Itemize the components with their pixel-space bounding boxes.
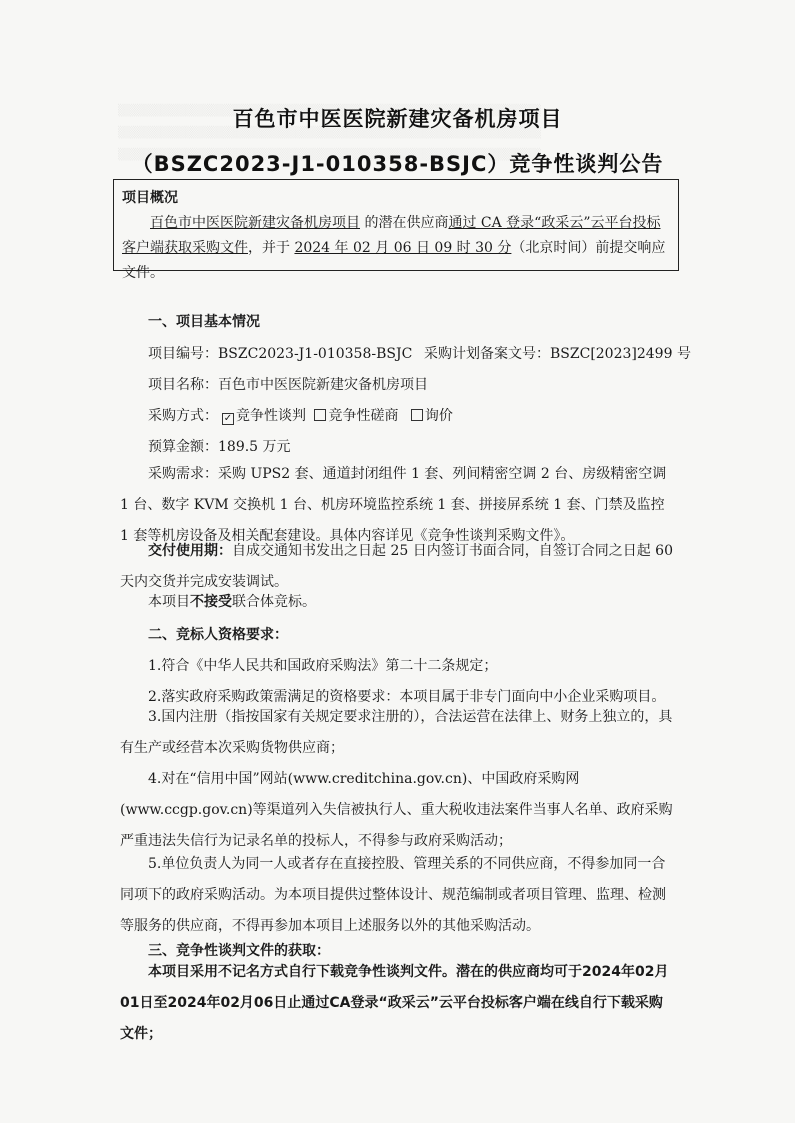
- consortium-post: 联合体竞标。: [232, 594, 316, 610]
- method-option-1: 竞争性谈判: [236, 408, 306, 424]
- delivery-text: 自成交通知书发出之日起 25 日内签订书面合同，自签订合同之日起 60 天内交货并完成安装调试。: [120, 543, 673, 590]
- overview-download-link: 通过 CA 登录“政采云”云平台投标客户端获取采购文件: [122, 215, 661, 256]
- overview-project-name: 百色市中医医院新建灾备机房项目: [150, 215, 360, 231]
- checkbox-empty-icon: [314, 409, 326, 421]
- method-label: 采购方式：: [148, 408, 218, 424]
- project-name-line: 项目名称：百色市中医医院新建灾备机房项目: [148, 377, 428, 393]
- consortium-note: [148, 591, 675, 611]
- requirement-4: 4.对在“信用中国”网站(www.creditchina.gov.cn)、中国政府采购网(www.ccgp.gov.cn)等渠道列入失信被执行人、重大税收违法案件当事人名单、政府采购严重违法失信行为记录名单的投标人，不得参与政府采购活动；: [120, 771, 673, 849]
- title-line-1: 百色市中医医院新建灾备机房项目: [232, 107, 563, 131]
- section2-heading: 二、竞标人资格要求：: [148, 627, 288, 643]
- section3-heading: 三、竞争性谈判文件的获取：: [148, 943, 330, 959]
- title-line-2: （BSZC2023-J1-010358-BSJC）竞争性谈判公告: [131, 152, 664, 176]
- overview-box: [113, 179, 679, 281]
- consortium-pre: 本项目: [148, 594, 190, 610]
- method-option-3: 询价: [424, 408, 453, 424]
- record-number: 采购计划备案文号：BSZC[2023]2499 号: [424, 346, 691, 362]
- procurement-demand: 采购需求：采购 UPS2 套、通道封闭组件 1 套、列间精密空调 2 台、房级精密空调 1 台、数字 KVM 交换机 1 台、机房环境监控系统 1 套、拼接屏系统 1 套、门禁及监控 1 套等机房设备及相关配套建设。具体内容详见《竞争性谈判采购文件》。: [120, 466, 667, 544]
- requirement-1: 1.符合《中华人民共和国政府采购法》第二十二条规定；: [148, 658, 498, 674]
- requirement-5: 5.单位负责人为同一人或者存在直接控股、管理关系的不同供应商，不得参加同一合同项下的政府采购活动。为本项目提供过整体设计、规范编制或者项目管理、监理、检测等服务的供应商，不得再参加本项目上述服务以外的其他采购活动。: [120, 856, 666, 934]
- consortium-bold: 不接受: [190, 594, 232, 610]
- project-number: 项目编号：BSZC2023-J1-010358-BSJC: [148, 346, 413, 362]
- delivery-period: [120, 536, 676, 598]
- requirement-2: 2.落实政府采购政策需满足的资格要求：本项目属于非专门面向中小企业采购项目。: [148, 689, 666, 705]
- method-option-2: 竞争性磋商: [328, 408, 399, 424]
- overview-text-3: （北京时间）前提交响应文件。: [122, 240, 666, 281]
- checkbox-checked-icon: ✓: [223, 413, 233, 424]
- budget: 预算金额：189.5 万元: [148, 439, 291, 455]
- overview-body: [122, 211, 670, 286]
- section3-text: 本项目采用不记名方式自行下载竞争性谈判文件。潜在的供应商均可于2024年02月01日至2024年02月06日止通过CA登录“政采云”云平台投标客户端在线自行下载采购文件；: [120, 964, 669, 1042]
- requirement-3: 3.国内注册（指按国家有关规定要求注册的），合法运营在法律上、财务上独立的，具有生产或经营本次采购货物供应商；: [120, 709, 673, 756]
- overview-text-1: 的潜在供应商: [360, 215, 449, 231]
- procurement-method: [148, 405, 675, 425]
- section1-heading: 一、项目基本情况: [148, 314, 260, 330]
- overview-deadline: 2024 年 02 月 06 日 09 时 30 分: [294, 240, 512, 256]
- delivery-label: 交付使用期：: [148, 543, 232, 559]
- overview-text-2: ，并于: [248, 240, 295, 256]
- checkbox-empty-icon: [411, 409, 423, 421]
- overview-heading: 项目概况: [122, 190, 178, 206]
